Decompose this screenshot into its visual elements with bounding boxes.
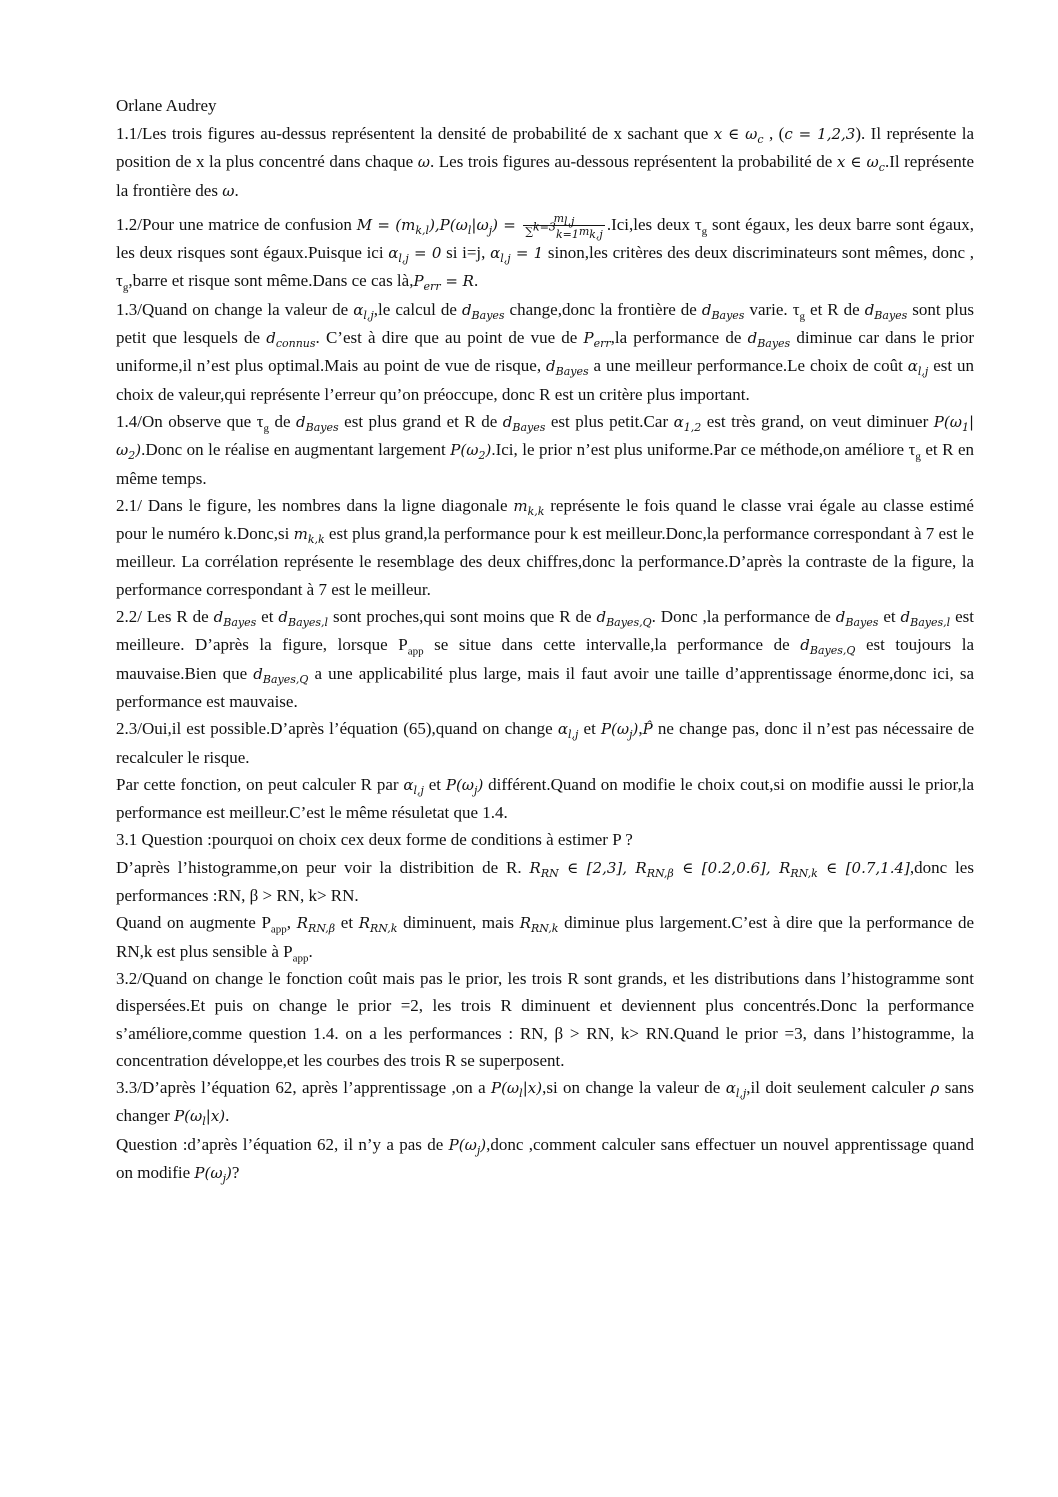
text: sont proches,qui sont moins que R de [328, 607, 597, 627]
math [701, 300, 745, 322]
math-text: m [578, 225, 590, 239]
text: de [269, 411, 297, 431]
math-sub: j [629, 728, 633, 742]
math-sub: l [519, 1087, 523, 1101]
math [490, 1079, 543, 1101]
math-sub: Bayes [471, 308, 505, 322]
math-sub: l,j [735, 1087, 747, 1101]
math-sub: err [423, 280, 441, 294]
math-sub: l,j [564, 215, 575, 229]
math [835, 608, 879, 630]
text: et [878, 607, 901, 627]
math [445, 775, 484, 797]
math-sub: RN,β [646, 866, 674, 880]
math-sub: Bayes [512, 420, 546, 434]
math [529, 858, 636, 880]
symbol: τ [792, 299, 800, 319]
fraction [523, 212, 605, 242]
math-text: α [673, 412, 684, 431]
paragraph-3-3-question [116, 1131, 974, 1188]
math-sub: l,j [917, 365, 929, 379]
text: sinon,les critères des deux discriminateurs sont mêmes, donc , [543, 243, 975, 263]
text: et R de [805, 299, 865, 319]
paragraph-3-2: 3.2/Quand on change le fonction coût mais pas le prior, les trois R sont grands, et les distributions dans l’histogramme sont dispersées.Et puis on change le prior =2, les trois R diminuent et deviennent plus concentrés.Donc la performance s’améliore,comme question 1.4. on a les performances : RN, β > RN, k> RN.Quand le prior =3, dans l’histogramme, la concentration développe,et les courbes des trois R se superposent. [116, 968, 974, 1070]
math-sub: j [488, 223, 493, 237]
text: ,il doit seulement calculer [746, 1078, 931, 1098]
math [450, 441, 492, 463]
math-sub: k,j [589, 228, 603, 242]
text: est plus petit.Car [545, 411, 674, 431]
math [413, 272, 474, 294]
paragraph-2-1 [116, 492, 974, 603]
text: Question :d’après l’équation 62, il n’y a pas de [116, 1134, 449, 1154]
symbol-sub: g [122, 281, 129, 294]
text: . C’est à dire que au point de vue de [315, 328, 584, 348]
tau-symbol [116, 271, 129, 294]
math [635, 858, 780, 880]
tau-symbol [256, 411, 269, 435]
math [278, 608, 329, 630]
math-sub: Bayes [223, 616, 257, 630]
math-sub: RN,β [308, 922, 336, 936]
math [353, 300, 374, 322]
math-sub: l,j [567, 728, 579, 742]
math-text: P(ω [445, 775, 475, 794]
math-text: d [701, 300, 712, 319]
symbol: τ [116, 271, 123, 291]
math-sub: Bayes [874, 308, 908, 322]
tau-symbol [908, 440, 921, 463]
math [546, 357, 589, 379]
math [403, 775, 424, 797]
math-text: d [835, 608, 846, 627]
math [519, 914, 559, 936]
papp-symbol [283, 941, 309, 964]
text: et [578, 719, 601, 739]
math [358, 914, 398, 936]
math-sub: RN,k [790, 866, 818, 880]
text: représente le fois quand le classe vrai égale au classe estimé pour le numéro k.Donc,si [116, 495, 974, 544]
math [900, 608, 951, 630]
math-text: R [519, 914, 532, 933]
math-sub: Bayes [555, 365, 589, 379]
math-text: α [557, 720, 568, 739]
text: , [638, 719, 643, 739]
math: ρ [930, 1079, 940, 1098]
math-sub: k,k [307, 533, 325, 547]
math-text: = 0 [408, 244, 442, 263]
math [213, 608, 257, 630]
paragraph-1-2 [116, 211, 974, 296]
math-sub: j [476, 1143, 481, 1157]
text: sans changer [116, 1078, 975, 1126]
math-sub: Bayes,Q [809, 644, 856, 658]
math-text: ) [480, 1135, 487, 1154]
math-text: P(ω [450, 441, 479, 460]
text: .Donc on le réalise en augmentant largement [141, 440, 451, 460]
math-text: P [583, 329, 594, 348]
text: est plus grand,la performance pour k est meilleur.Donc,la performance correspondant à 7 est le meilleur. La corrélation représente le resemblage des deux chiffres,donc la performance.D’après la contraste de la figure, la performance correspondant à 7 est le meilleur. [116, 524, 974, 599]
math-text: d [502, 412, 513, 431]
text: ne change pas, donc il n’est pas nécessaire de recalculer le risque. [116, 719, 974, 767]
math [600, 720, 639, 742]
text: 3.3/D’après l’équation 62, après l’apprentissage ,on a [116, 1078, 491, 1098]
symbol: τ [908, 440, 916, 460]
text: est toujours la mauvaise.Bien que [116, 635, 974, 683]
symbol-sub: g [701, 225, 708, 238]
math-text: α [388, 244, 399, 263]
text: 1.1/Les trois figures au-dessus représentent la densité de probabilité de x sachant que [116, 124, 714, 143]
math-sub: k,k [527, 504, 545, 518]
math-text: P(ω [933, 412, 962, 431]
math [836, 153, 885, 175]
math-text: P [413, 272, 424, 291]
text: diminue plus largement.C’est à dire que la performance de RN,k est plus sensible à [116, 913, 975, 961]
math-text: ∈ [0.2,0.6], [673, 858, 780, 877]
math [194, 1163, 232, 1185]
math-text: P(ω [194, 1163, 223, 1182]
text: sont égaux, les deux barre sont égaux, les deux risques sont égaux.Puisque ici [116, 214, 974, 263]
symbol: τ [256, 411, 264, 431]
math-text: ∈ [2,3], [558, 858, 636, 877]
math: ω [222, 181, 235, 200]
math-sub: Bayes,l [910, 616, 951, 630]
math-text: d [800, 636, 810, 655]
math-sub: 1,2 [683, 420, 702, 434]
math-text: d [213, 608, 224, 627]
math-sub: c [878, 161, 885, 175]
symbol-sub: app [292, 952, 309, 964]
math-sub: l [202, 1115, 206, 1129]
math-sub: Bayes [845, 616, 879, 630]
math-text: ) [632, 720, 639, 739]
math-text: x ∈ ω [836, 153, 879, 172]
text: Par cette fonction, on peut calculer R par [116, 774, 404, 794]
text: 2.1/ Dans le figure, les nombres dans la ligne diagonale [116, 495, 514, 515]
math-text: d [278, 608, 288, 627]
math-text: R [358, 914, 371, 933]
paragraph-3-3 [116, 1074, 974, 1131]
math-text: α [490, 244, 501, 263]
math-sub: Bayes [711, 308, 745, 322]
text: ,donc ,comment calculer sans effectuer un nouvel apprentissage quand on modifie [116, 1134, 974, 1182]
math-sub: RN,k [531, 922, 559, 936]
text: . [473, 271, 479, 291]
math-text: ) [226, 1163, 232, 1182]
math [461, 300, 505, 322]
text: ). Il représente la position de x la plus concentré dans chaque [116, 124, 974, 172]
text: se situe dans cette intervalle,la performance de [423, 635, 801, 655]
math-text: ),P(ω [429, 215, 468, 234]
math-sub: l,j [398, 252, 409, 266]
math-sub: j [222, 1171, 226, 1185]
math-text: ) = [492, 215, 522, 234]
math [713, 125, 764, 146]
math-text: d [864, 300, 875, 319]
symbol: P [261, 913, 271, 933]
text: . Les trois figures au-dessous représentent la probabilité de [429, 152, 837, 172]
text: .Ici, le prior n’est plus uniforme.Par ce méthode,on améliore [491, 440, 909, 460]
paragraph-3-1 [116, 854, 974, 910]
text: a une applicabilité plus large, mais il faut avoir une taille d’apprentissage énorme,donc ici, sa performance est mauvaise. [116, 663, 974, 711]
math-text: d [596, 608, 607, 627]
math-text: m [513, 496, 528, 515]
math-text: d [266, 329, 276, 348]
math-text: |x) [205, 1107, 226, 1126]
text: sont plus petit que lesquels de [116, 299, 974, 348]
math-text: α [403, 775, 414, 794]
symbol: P [398, 635, 408, 655]
math-sub: Bayes [305, 420, 339, 434]
math [253, 664, 309, 686]
math-sub: Bayes,l [288, 616, 329, 630]
text: si i=j, [441, 243, 491, 263]
text: . [308, 941, 313, 961]
math-sub: c [757, 133, 764, 146]
math-text: d [546, 357, 556, 376]
math-text: P(ω [174, 1107, 203, 1126]
text: et [335, 913, 359, 933]
paragraph-2-3 [116, 715, 974, 771]
text: ,le calcul de [373, 299, 462, 319]
math-sub: k,l [415, 223, 430, 237]
math-sub: l,j [500, 252, 511, 266]
math [296, 412, 339, 434]
text: ,la performance de [610, 328, 748, 348]
math-text: R [529, 858, 541, 877]
text: 1.3/Quand on change la valeur de [116, 299, 354, 319]
text: ? [231, 1162, 240, 1182]
math [266, 329, 316, 351]
math-text: ∑ [525, 225, 534, 239]
math [490, 244, 544, 266]
math-sub: 2 [128, 449, 136, 463]
math [747, 329, 791, 351]
math-sub: l,j [363, 308, 374, 322]
text: 2.2/ Les R de [116, 607, 214, 627]
math [557, 720, 579, 742]
math-sub: err [593, 337, 611, 351]
math-sub: l [467, 223, 472, 237]
papp-symbol [261, 913, 287, 936]
math-text: m [293, 525, 308, 544]
math-sub: 2 [478, 449, 486, 463]
math-sub: l,j [413, 783, 424, 797]
tau-symbol [694, 214, 708, 238]
symbol: τ [694, 214, 702, 234]
paragraph-3-1-question: 3.1 Question :pourquoi on choix cex deux forme de conditions à estimer P ? [116, 830, 633, 850]
text: diminuent, mais [397, 913, 520, 933]
text: D’après l’histogramme,on peur voir la distribition de R. [116, 857, 530, 877]
text: est un choix de valeur,qui représente l’erreur qu’on préoccupe, donc R est un critère plus important. [116, 356, 974, 404]
math: ω [417, 153, 430, 172]
paragraph-1-1 [116, 120, 974, 205]
math-text: M = (m [356, 215, 416, 234]
math-text: d [747, 329, 758, 348]
paragraph-2-2 [116, 603, 974, 715]
math [293, 525, 325, 547]
math-text: P(ω [490, 1079, 520, 1098]
text: . [234, 180, 239, 200]
text: et [256, 607, 279, 627]
math-sub: connus [275, 337, 316, 351]
symbol-sub: g [263, 422, 269, 435]
math [502, 412, 546, 434]
math [725, 1079, 747, 1101]
symbol: P [283, 941, 293, 961]
symbol-sub: g [799, 310, 806, 323]
text: et [423, 774, 446, 794]
math-text: d [296, 412, 306, 431]
math-text: |x) [522, 1079, 543, 1098]
math-sub: Bayes,Q [262, 672, 309, 686]
math-sup: k=3 [533, 220, 556, 234]
text: varie. [744, 299, 793, 319]
text: . Donc ,la performance de [651, 607, 836, 627]
math [907, 357, 929, 379]
text: .Il représente la frontière des [116, 152, 974, 200]
math-text: |ω [471, 215, 489, 234]
math-text: ) [485, 441, 492, 460]
math [296, 914, 336, 936]
text: 1.4/On observe que [116, 411, 257, 431]
math: P̂ [642, 720, 653, 739]
text: est meilleure. D’après la figure, lorsque [116, 607, 975, 655]
math [596, 608, 652, 630]
tau-symbol [792, 299, 806, 323]
math [388, 244, 442, 266]
text: et R en même temps. [116, 440, 975, 488]
text: 1.2/Pour une matrice de confusion [116, 214, 357, 234]
math-sub: RN,k [370, 922, 398, 936]
text: .Ici,les deux [606, 214, 695, 234]
math-text: d [461, 300, 472, 319]
math-sub: RN [540, 866, 559, 880]
math-text: x ∈ ω [713, 125, 758, 143]
math-sub: Bayes [757, 337, 791, 351]
math-text: ) [135, 441, 142, 460]
math-sub: j [474, 783, 478, 797]
math-text: α [353, 300, 364, 319]
math-text: m [553, 212, 565, 226]
text: ,barre et risque sont même.Dans ce cas là, [128, 271, 414, 291]
math [779, 858, 910, 880]
math-text: |ω [116, 412, 975, 460]
paragraph-2-3-continued [116, 771, 974, 827]
paragraph-1-3 [116, 296, 974, 408]
math-text: P(ω [448, 1135, 477, 1154]
math [174, 1107, 226, 1129]
math [356, 215, 522, 237]
text: ,si on change la valeur de [542, 1078, 726, 1098]
math [513, 496, 545, 518]
math-text: R [296, 914, 309, 933]
text: Quand on augmente [116, 913, 262, 933]
text: , [286, 913, 297, 933]
symbol-sub: app [407, 645, 424, 658]
text: est plus grand et R de [338, 411, 503, 431]
paragraph-3-1-continued [116, 909, 974, 965]
text: a une meilleur performance.Le choix de coût [588, 356, 908, 376]
math-text: d [900, 608, 911, 627]
math [800, 636, 856, 658]
text: . [225, 1106, 230, 1126]
math-sub: k=1 [555, 228, 579, 242]
math [448, 1135, 487, 1157]
math-sub: 1 [961, 420, 969, 434]
math-text: α [725, 1079, 736, 1098]
papp-symbol [398, 635, 424, 658]
math-text: = R [440, 272, 474, 291]
math-text: α [907, 357, 918, 376]
paragraph-1-4 [116, 408, 974, 492]
math [583, 329, 611, 351]
math-text: P(ω [600, 720, 630, 739]
text: ,donc les performances :RN, β > RN, k> RN. [116, 857, 974, 906]
symbol-sub: g [915, 450, 921, 463]
symbol-sub: app [270, 923, 287, 936]
text: diminue car dans le prior uniforme,il n’est plus optimal.Mais au point de vue de risque, [116, 328, 974, 376]
text: 2.3/Oui,il est possible.D’après l’équation (65),quand on change [116, 719, 558, 739]
text: différent.Quand on modifie le choix cout,si on modifie aussi le prior,la performance est meilleur.C’est le même résuletat que 1.4. [116, 774, 974, 823]
math-text: R [779, 858, 791, 877]
math-text: R [635, 858, 647, 877]
math-text: d [253, 664, 263, 683]
author-name: Orlane Audrey [116, 96, 217, 115]
text: est très grand, on veut diminuer [701, 411, 934, 431]
text: change,donc la frontière de [504, 299, 702, 319]
math [864, 300, 908, 322]
math-text: = 1 [510, 244, 544, 263]
math-text: ∈ [0.7,1.4] [817, 858, 910, 877]
math: c = 1,2,3 [784, 125, 856, 143]
math [673, 412, 702, 434]
math-text: ) [477, 775, 484, 794]
math-sub: Bayes,Q [606, 616, 652, 630]
text: , ( [763, 124, 785, 143]
